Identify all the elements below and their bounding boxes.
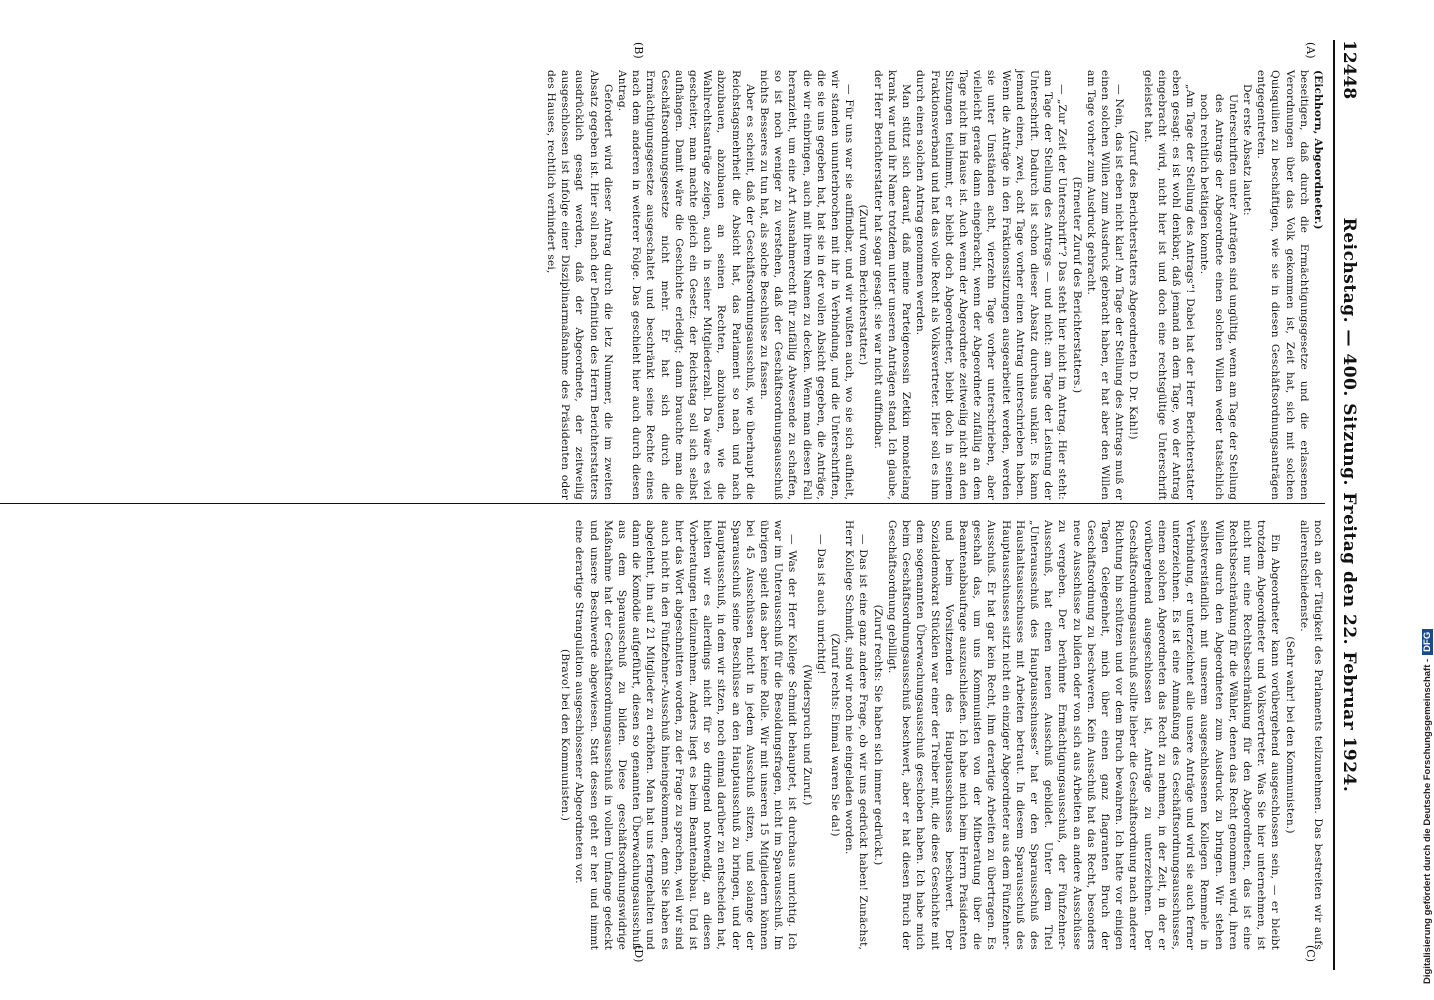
column-divider (0, 503, 1325, 504)
interjection: (Zuruf rechts: Einmal waren Sie da!) (829, 633, 842, 837)
paragraph: — Nein, das ist eben nicht klar! Am Tage der Stellung des Antrags muß er einen solchen Willen zum Ausdruck gebracht haben, er hat aber den Willen am Tage vorher zum Ausdruck gebracht. (1084, 70, 1126, 500)
margin-mark-d: (D) (632, 945, 645, 963)
quoted-paragraph: Unterschriften unter Anträgen sind ungültig, wenn am Tage der Stellung des Antrags der Abgeordnete einen solchen Willen weder tatsächlich noch rechtlich betätigen konnte. (1198, 94, 1239, 500)
paragraph: — Für uns war sie auffindbar, und wir wußten auch, wo sie sich aufhielt, wir standen ununterbrochen mit ihr in Verbindung, und die Unterschriften, die sie uns gegeben hat, hat sie in der vollen Absicht gegeben, die Anträge, die wir einbringen, auch mit ihrem Namen zu decken. Wenn man diesen Fall heranzieht, um eine Art Ausnahmerecht für zufällig Abwesende zu schaffen, so ist noch weniger zu verstehen, daß der Geschäftsordnungsausschuß nichts Besseres zu tun hat, als solche Beschlüsse zu fassen. (758, 70, 856, 500)
paragraph: — „Zur Zeit der Unterschrift“? Das steht hier nicht im Antrag. Hier steht: am Tage der Stellung des Antrags — und nicht: am Tage der Leistung der Unterschrift. Dadurch ist schon dieser Absatz durchaus unklar. Es kann jemand einen, zwei, acht Tage vorher einen Antrag unterschrieben haben. Wenn die Anträge in den Fraktionssitzungen ausgearbeitet werden, werden sie unter Umständen acht, vierzehn Tage vorher unterschrieben, aber vielleicht gerade dann eingebracht, wenn der Abgeordnete zufällig an dem Tage nicht im Hause ist. Auch wenn der Abgeordnete zeitweilig nicht an den Sitzungen teilnimmt, er bleibt doch Abgeordneter, bleibt doch in seinem Fraktionsverband und hat das volle Recht als Volksvertreter. Hier soll es ihm durch einen solchen Antrag genommen werden. (914, 70, 1069, 500)
paragraph: — Das ist eine ganz andere Frage, ob wir uns gedrückt haben! Zunächst, Herr Kollege Schmidt, sind wir noch nie eingeladen worden. (843, 520, 870, 950)
paragraph: noch an der Tätigkeit des Parlaments teilzunehmen. Das bestreiten wir aufs allerentschiedenste. (1297, 520, 1324, 950)
left-column (544, 70, 1325, 500)
interjection: (Widerspruch und Zuruf.) (800, 664, 813, 806)
speaker-label: (Eichhorn, Abgeordneter.) (1312, 70, 1324, 230)
interjection: (Zuruf des Berichterstatters Abgeordneten D. Dr. Kahl!) (1127, 130, 1140, 440)
page-number: 12448 (1339, 40, 1359, 100)
dfg-logo: DFG (1422, 629, 1433, 655)
interjection: (Zuruf vom Berichterstatter.) (857, 204, 870, 366)
digitization-credit (1404, 4, 1433, 984)
paragraph: Der erste Absatz lautet: (1240, 84, 1253, 216)
margin-mark-c: (C) (1304, 945, 1317, 962)
paragraph: Man stützt sich darauf, daß meine Parteigenossin Zetkin monatelang krank war und ihr Name trotzdem unter unseren Anträgen stand. Ich glaube, der Herr Berichterstatter hat sogar gesagt: sie war nicht auffindbar. (871, 70, 913, 500)
paragraph: beseitigen, daß durch die Ermächtigungsgesetze und die erlassenen Verordnungen über das Volk gekommen ist, Zeit hat, sich mit solchen Quisquilien zu beschäftigen, wie sie in diesen Geschäftsordnungsanträgen entgegentreten. (1255, 70, 1310, 500)
interjection: (Erneuter Zuruf des Berichterstatters.) (1070, 176, 1083, 394)
credit-text: Digitalisierung gefördert durch die Deutsche Forschungsgemeinschaft - (1422, 658, 1433, 984)
margin-mark-b: (B) (632, 42, 645, 59)
paragraph: — Das ist auch unrichtig! (814, 534, 827, 675)
margin-mark-a: (A) (1304, 42, 1317, 59)
right-column (558, 520, 1325, 950)
interjection: (Zuruf rechts: Sie haben sich immer gedrückt.) (871, 604, 884, 866)
page-header (1333, 40, 1365, 970)
paragraph: Aber es scheint, daß der Geschäftsordnungsausschuß, wie überhaupt die Reichstagsmehrheit die Absicht hat, das Parlament so nach und nach abzubauen, abzubauen an seinen Rechten, abzubauen, wie die Wahlrechtsanträge zeigen, auch in seiner Mitgliederzahl. Da wäre es viel gescheiter, man machte gleich ein Gesetz: der Reichstag soll sich selbst aufhängen. Damit wäre die Geschichte erledigt; dann brauchte man die Geschäftsordnungsgesetze nicht mehr. Er hat sich durch die Ermächtigungsgesetze ausgeschaltet und beschränkt seine Rechte eines nach dem anderen in weiterer Folge. Das geschieht hier auch durch diesen Antrag. (616, 70, 756, 500)
document-page (0, 40, 1365, 970)
page-title: Reichstag. — 400. Sitzung. Freitag den 22. Februar 1924. (1339, 217, 1359, 793)
interjection: (Bravo! bei den Kommunisten.) (559, 648, 572, 822)
paragraph: Ein Abgeordneter kann vorübergehend ausgeschlossen sein, — er bleibt trotzdem Abgeordneter und Volksvertreter. Was Sie hier unternehmen, ist nicht nur eine Rechtsbeschränkung für den Abgeordneten, das ist eine Rechtsbeschränkung für die Wähler, denen das Recht genommen wird, ihren Willen durch den Abgeordneten zum Ausdruck zu bringen. Wir stehen selbstverständlich mit unserem ausgeschlossenen Kollegen Remmele in Verbindung, er unterzeichnet alle unsere Anträge und wird sie auch ferner unterzeichnen. Es ist eine Anmaßung des Geschäftsordnungsausschusses, einem solchen Abgeordneten das Recht zu nehmen, in der Zeit, in der er vorübergehend ausgeschlossen ist, Anträge zu unterzeichnen. Der Geschäftsordnungsausschuß sollte lieber die Geschäftsordnung nach anderer Richtung hin schützen und vor dem Bruch bewahren. Ich hatte vor einigen Tagen Gelegenheit, mich über einen ganz flagranten Bruch der Geschäftsordnung zu beschweren. Kein Ausschuß hat das Recht, besonders neue Ausschüsse zu bilden oder von sich aus Arbeiten an andere Ausschüsse zu vergeben. Der berühmte Ermächtigungsausschuß, der Fünfzehner-Ausschuß, hat einen neuen Ausschuß gebildet. Unter dem Titel „Unterausschuß des Hauptausschusses“ hat er den Sparausschuß des Haushaltsausschusses mit Arbeiten betraut. In diesem Sparausschuß des Hauptausschusses sitzt nicht ein einziger Abgeordneter aus dem Fünfzehner-Ausschuß. Er hat gar kein Recht, ihm derartige Arbeiten zu übertragen. Es geschah das, um uns Kommunisten von der Mitberatung über die Beamtenabbaufrage auszuschließen. Ich habe mich beim Herrn Präsidenten und beim Vorsitzenden des Hauptausschusses beschwert. Der Sozialdemokrat Stücklen war einer der Treiber mit, die diese Geschichte mit dem sogenannten Überwachungsausschuß geschoben haben. Ich habe mich beim Geschäftsordnungsausschuß beschwert, aber er hat diesen Bruch der Geschäftsordnung gebilligt. (885, 520, 1282, 950)
paragraph: — Was der Herr Kollege Schmidt behauptet, ist durchaus unrichtig. Ich war im Unterausschuß für die Besoldungsfragen, nicht im Sparausschuß. Im übrigen spielt das aber keine Rolle. Wir mit unseren 15 Mitgliedern können bei 45 Ausschüssen nicht in jedem Ausschuß sitzen, und solange der Sparausschuß seine Beschlüsse an den Hauptausschuß zu bringen, und der Hauptausschuß, in dem wir sitzen, noch einmal darüber zu entscheiden hat, hielten wir es allerdings nicht für so dringend notwendig, an diesen Vorberatungen teilzunehmen. Anders liegt es beim Beamtenabbau. Und ist hier das Wort abgeschnitten worden, zu der Frage zu sprechen, weil wir sind auch nicht in den Fünfzehner-Ausschuß hineingekommen, denn Sie haben es abgelehnt, ihn auf 21 Mitglieder zu erhöhen. Man hat uns ferngehalten und dann die Komödie aufgeführt, diesen so genannten Überwachungsausschuß aus dem Sparausschuß zu bilden. Diese geschäftsordnungswidrige Maßnahme hat der Geschäftsordnungsausschuß in vollem Umfange gedeckt und unsere Beschwerde abgewiesen. Statt dessen geht er her und nimmt eine derartige Strangulation ausgeschlossener Abgeordneten vor. (573, 520, 799, 950)
paragraph: „Am Tage der Stellung des Antrags“! Dabei hat der Herr Berichterstatter eben gesagt: es ist wohl denkbar, daß jemand an dem Tage, wo der Antrag eingebracht wird, nicht hier ist und doch eine rechtsgültige Unterschrift geleistet hat. (1141, 70, 1197, 500)
paragraph: Gefordert wird dieser Antrag durch die letz Nummer, die im zweiten Absatz gegeben ist. Hier soll nach der Definition des Herrn Berichterstatters ausdrücklich gesagt werden, daß der Abgeordnete, der zeitweilig ausgeschlossen ist infolge einer Disziplinarmaßnahme des Präsidenten oder des Hauses, rechtlich verhindert sei, (545, 70, 614, 500)
interjection: (Sehr wahr! bei den Kommunisten.) (1283, 636, 1296, 834)
